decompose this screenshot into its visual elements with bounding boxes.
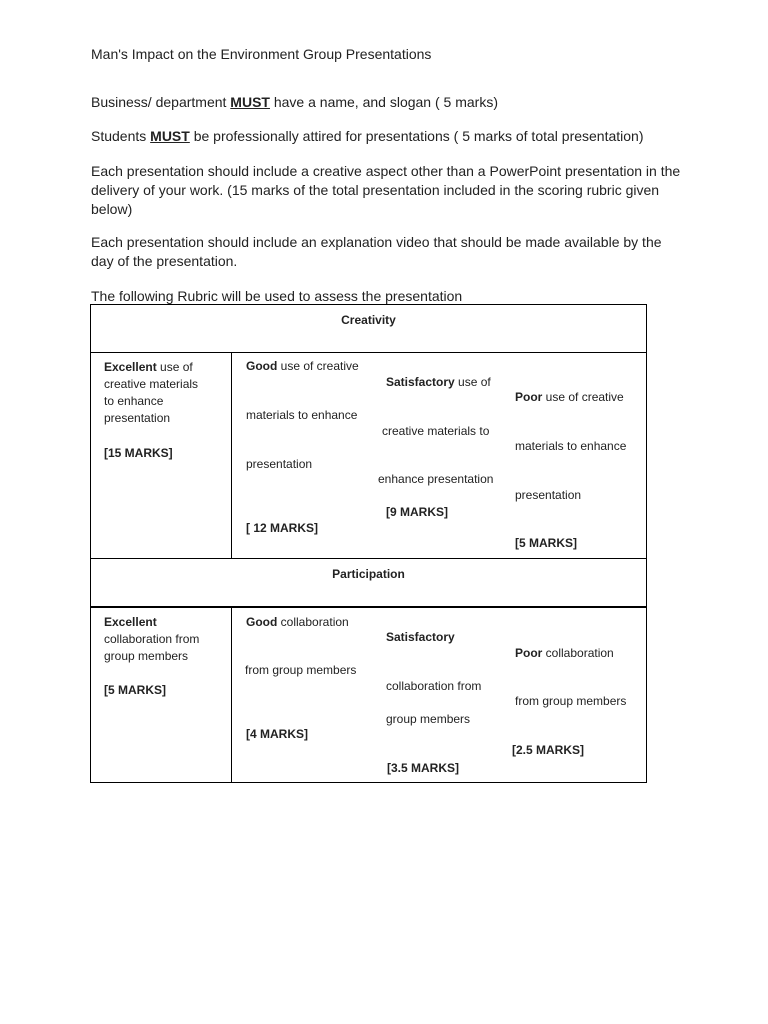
rubric-table — [90, 304, 647, 783]
creativity-good-text1: use of creative — [277, 359, 359, 373]
creativity-excellent-text2: creative materials — [104, 377, 199, 391]
creativity-satisfactory-line1 — [386, 374, 491, 391]
creativity-poor-line1 — [515, 389, 624, 406]
participation-excellent-text2: collaboration from — [104, 632, 200, 646]
creativity-poor-level: Poor — [515, 390, 543, 404]
creativity-poor-marks: [5 MARKS] — [515, 536, 577, 550]
participation-good-marks: [4 MARKS] — [246, 727, 308, 741]
creativity-poor-line3: presentation — [515, 488, 582, 502]
participation-excellent-level: Excellent — [104, 615, 157, 629]
row-divider-1 — [90, 352, 647, 353]
border-top — [90, 304, 647, 305]
creativity-excellent-marks: [15 MARKS] — [104, 446, 173, 460]
creativity-poor-text1: use of creative — [542, 390, 624, 404]
rubric-intro: The following Rubric will be used to assess the presentation — [91, 288, 463, 304]
participation-poor-line2: from group members — [515, 694, 627, 708]
participation-good-line2: from group members — [245, 663, 357, 677]
participation-excellent — [104, 614, 229, 665]
creativity-satisfactory-line2: creative materials to — [382, 424, 490, 438]
participation-good-text1: collaboration — [277, 615, 349, 629]
row-divider-2 — [90, 558, 647, 559]
creativity-good-level: Good — [246, 359, 278, 373]
students-post: be professionally attired for presentations ( 5 marks of total presentation) — [189, 128, 644, 144]
participation-poor-marks: [2.5 MARKS] — [512, 743, 585, 757]
participation-satisfactory-marks: [3.5 MARKS] — [387, 761, 460, 775]
creativity-good-line3: presentation — [246, 457, 313, 471]
creativity-good-line2: materials to enhance — [246, 408, 358, 422]
participation-satisfactory-line2: collaboration from — [386, 679, 482, 693]
creativity-satisfactory-level: Satisfactory — [386, 375, 455, 389]
participation-satisfactory-level: Satisfactory — [386, 630, 455, 644]
participation-poor-text1: collaboration — [542, 646, 614, 660]
participation-excellent-marks: [5 MARKS] — [104, 683, 166, 697]
border-bottom — [90, 782, 647, 783]
participation-poor-line1 — [515, 645, 614, 662]
creativity-excellent-level: Excellent — [104, 360, 157, 374]
creativity-excellent-text3: to enhance — [104, 394, 164, 408]
col-divider-1 — [231, 352, 232, 559]
creativity-excellent-text1: use of — [156, 360, 193, 374]
business-pre: Business/ department — [91, 94, 231, 110]
video-paragraph: Each presentation should include an explanation video that should be made available by the day of the presentation. — [91, 234, 662, 269]
row-divider-3 — [90, 606, 647, 608]
participation-good-line1 — [246, 614, 349, 631]
border-right — [646, 304, 647, 783]
col-divider-2 — [231, 607, 232, 783]
participation-poor-level: Poor — [515, 646, 543, 660]
students-requirement — [91, 127, 644, 146]
creativity-satisfactory-text1: use of — [454, 375, 491, 389]
creativity-satisfactory-marks: [9 MARKS] — [386, 505, 448, 519]
creativity-header: Creativity — [341, 313, 396, 327]
participation-excellent-text3: group members — [104, 649, 189, 663]
students-pre: Students — [91, 128, 151, 144]
business-post: have a name, and slogan ( 5 marks) — [269, 94, 498, 110]
participation-header: Participation — [332, 567, 405, 581]
participation-satisfactory-line3: group members — [386, 712, 471, 726]
creativity-satisfactory-line3: enhance presentation — [378, 472, 494, 486]
creative-aspect-paragraph: Each presentation should include a creative aspect other than a PowerPoint presentation in the delivery of your work. (15 marks of the total presentation included in the scoring rubric given below) — [91, 163, 681, 217]
business-must: MUST — [230, 94, 270, 110]
participation-good-level: Good — [246, 615, 278, 629]
students-must: MUST — [150, 128, 190, 144]
creativity-good-marks: [ 12 MARKS] — [246, 521, 319, 535]
creativity-excellent — [104, 359, 229, 427]
creativity-excellent-text4: presentation — [104, 411, 171, 425]
creativity-poor-line2: materials to enhance — [515, 439, 627, 453]
document-title: Man's Impact on the Environment Group Presentations — [91, 46, 432, 62]
business-requirement — [91, 93, 498, 112]
border-left — [90, 304, 91, 783]
creativity-good-line1 — [246, 358, 359, 375]
